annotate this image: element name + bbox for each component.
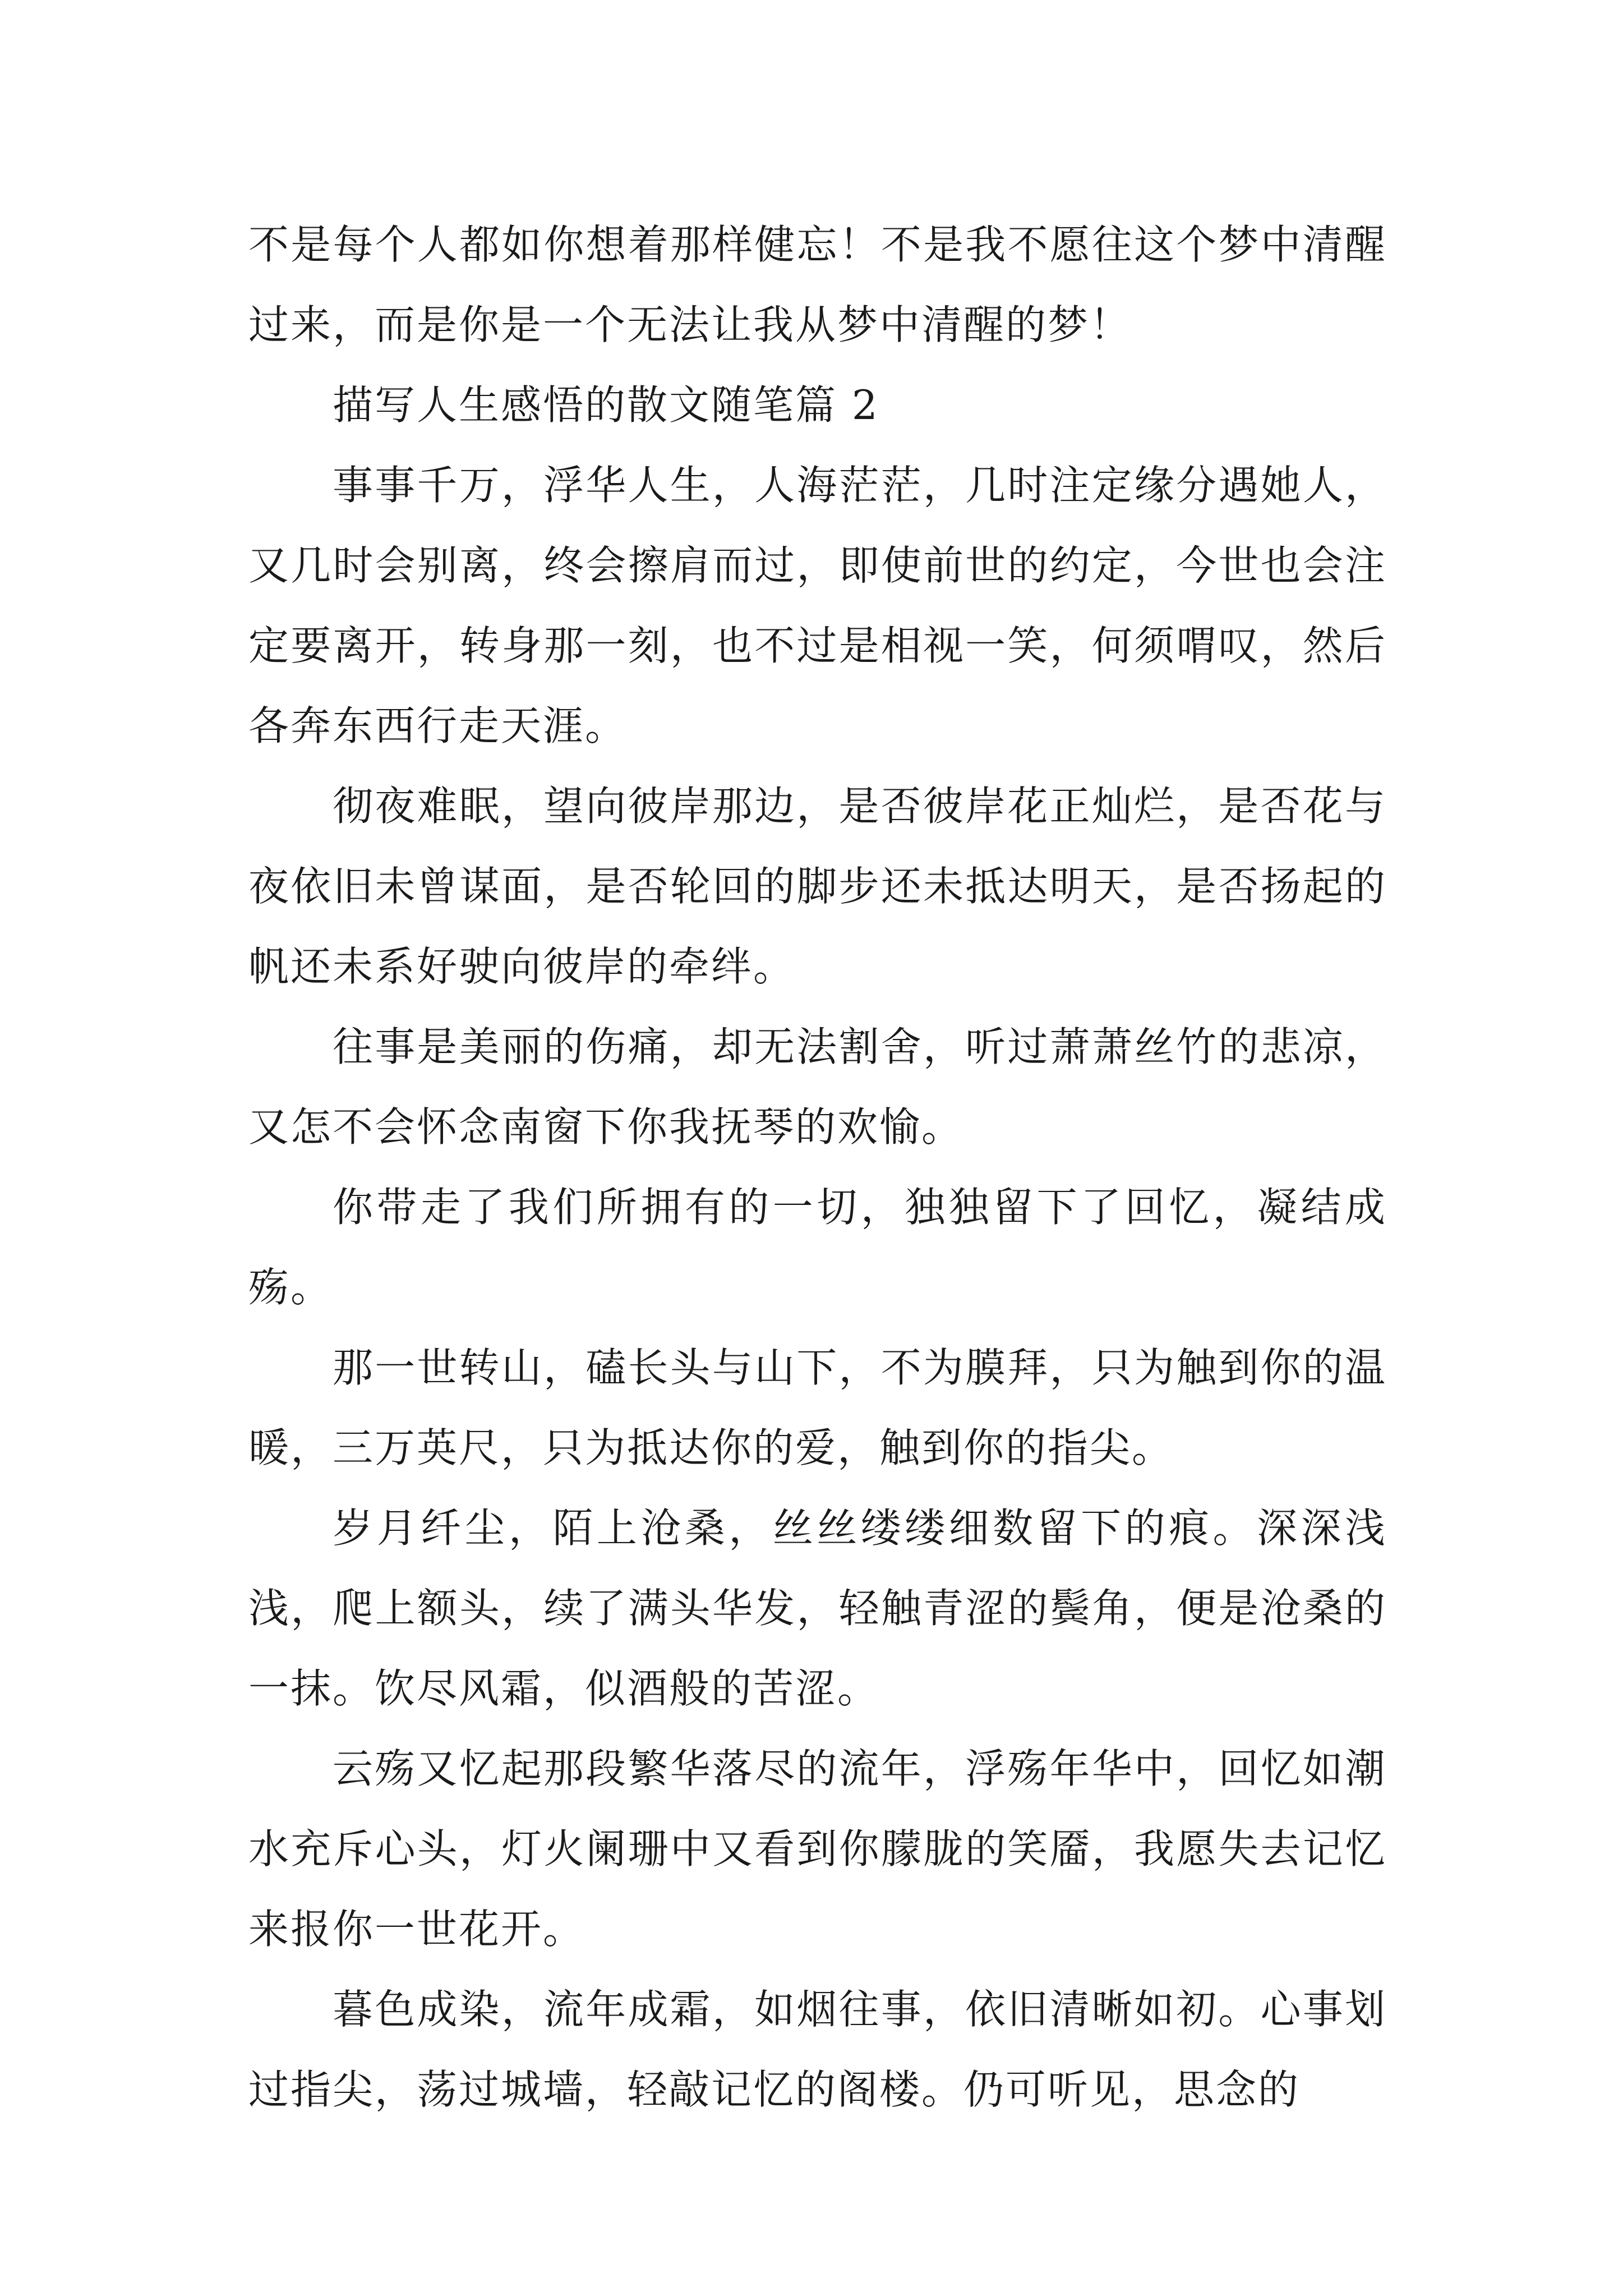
continued-paragraph: 不是每个人都如你想着那样健忘！不是我不愿往这个梦中清醒过来，而是你是一个无法让我从梦中清醒的梦！ — [248, 221, 1387, 348]
paragraph: 那一世转山，磕长头与山下，不为膜拜，只为触到你的温暖，三万英尺，只为抵达你的爱，触到你的指尖。 — [248, 1344, 1387, 1471]
paragraph: 暮色成染，流年成霜，如烟往事，依旧清晰如初。心事划过指尖，荡过城墙，轻敲记忆的阁楼。仍可听见，思念的 — [248, 1986, 1387, 2113]
paragraph: 彻夜难眠，望向彼岸那边，是否彼岸花正灿烂，是否花与夜依旧未曾谋面，是否轮回的脚步还未抵达明天，是否扬起的帆还未系好驶向彼岸的牵绊。 — [248, 783, 1387, 990]
paragraph: 你带走了我们所拥有的一切，独独留下了回忆，凝结成殇。 — [248, 1184, 1387, 1311]
paragraph: 往事是美丽的伤痛，却无法割舍，听过萧萧丝竹的悲凉，又怎不会怀念南窗下你我抚琴的欢愉。 — [248, 1023, 1387, 1151]
paragraph: 岁月纤尘，陌上沧桑，丝丝缕缕细数留下的痕。深深浅浅，爬上额头，续了满头华发，轻触青涩的鬓角，便是沧桑的一抹。饮尽风霜，似酒般的苦涩。 — [248, 1504, 1387, 1712]
paragraph: 云殇又忆起那段繁华落尽的流年，浮殇年华中，回忆如潮水充斥心头，灯火阑珊中又看到你朦胧的笑靥，我愿失去记忆来报你一世花开。 — [248, 1745, 1387, 1953]
paragraph: 事事千万，浮华人生，人海茫茫，几时注定缘分遇她人，又几时会别离，终会擦肩而过，即使前世的约定，今世也会注定要离开，转身那一刻，也不过是相视一笑，何须喟叹，然后各奔东西行走天涯。 — [248, 462, 1387, 749]
section-title: 描写人生感悟的散文随笔篇 2 — [333, 381, 879, 429]
body-text — [248, 205, 1387, 2130]
